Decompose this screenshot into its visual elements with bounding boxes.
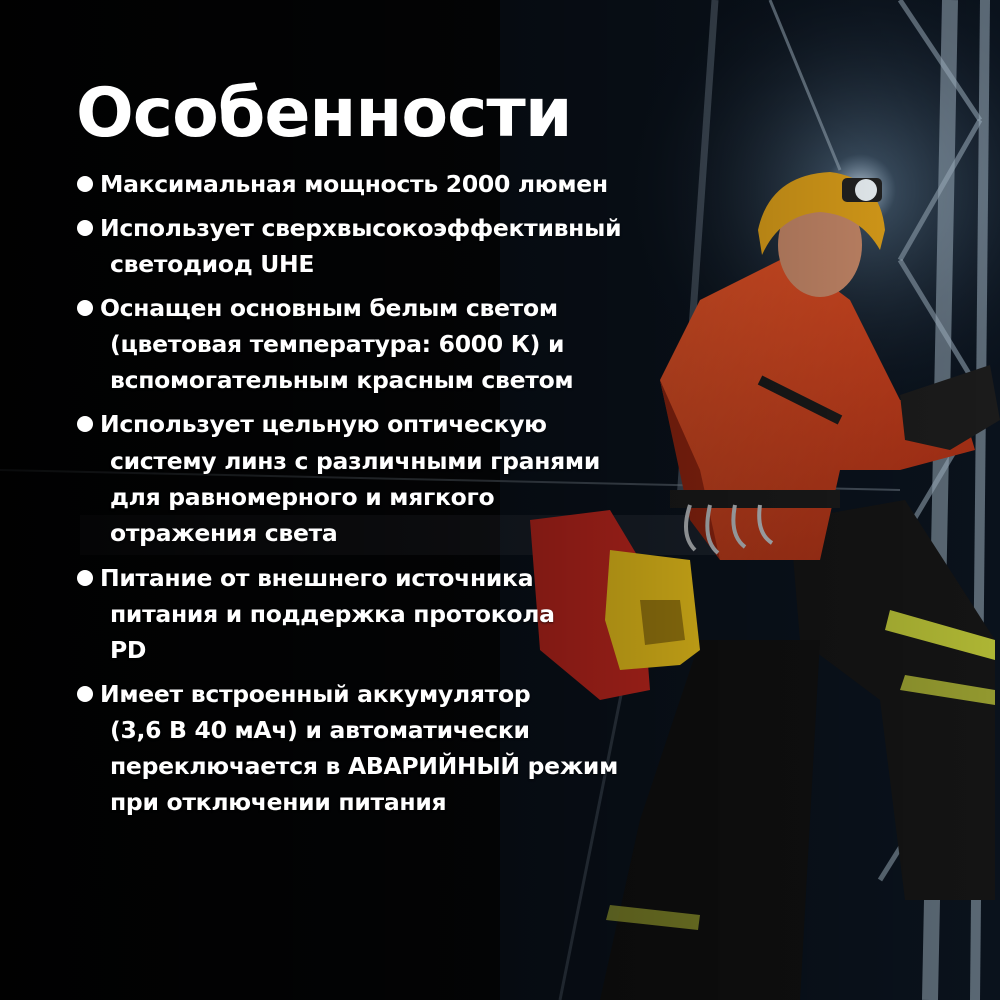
feature-line: переключается в АВАРИЙНЫЙ режим bbox=[110, 752, 618, 780]
feature-line: Использует сверхвысокоэффективный bbox=[100, 214, 622, 242]
feature-line: (3,6 В 40 мАч) и автоматически bbox=[110, 716, 530, 744]
feature-line: Использует цельную оптическую bbox=[100, 410, 547, 438]
feature-line: для равномерного и мягкого bbox=[110, 483, 495, 511]
feature-line: Оснащен основным белым светом bbox=[100, 294, 558, 322]
feature-line: светодиод UHE bbox=[110, 250, 315, 278]
bullet-dot bbox=[77, 220, 93, 236]
feature-line: вспомогательным красным светом bbox=[110, 366, 574, 394]
feature-line: PD bbox=[110, 636, 147, 664]
page-title: Особенности bbox=[76, 74, 572, 153]
feature-line: Максимальная мощность 2000 люмен bbox=[100, 170, 608, 198]
feature-line: (цветовая температура: 6000 К) и bbox=[110, 330, 565, 358]
bullet-dot bbox=[77, 176, 93, 192]
feature-line: Имеет встроенный аккумулятор bbox=[100, 680, 531, 708]
bullet-dot bbox=[77, 300, 93, 316]
feature-line: при отключении питания bbox=[110, 788, 447, 816]
feature-line: Питание от внешнего источника bbox=[100, 564, 534, 592]
bullet-dot bbox=[77, 416, 93, 432]
feature-line: систему линз с различными гранями bbox=[110, 447, 601, 475]
bullet-dot bbox=[77, 686, 93, 702]
bullet-dot bbox=[77, 570, 93, 586]
feature-line: отражения света bbox=[110, 519, 338, 547]
feature-line: питания и поддержка протокола bbox=[110, 600, 555, 628]
